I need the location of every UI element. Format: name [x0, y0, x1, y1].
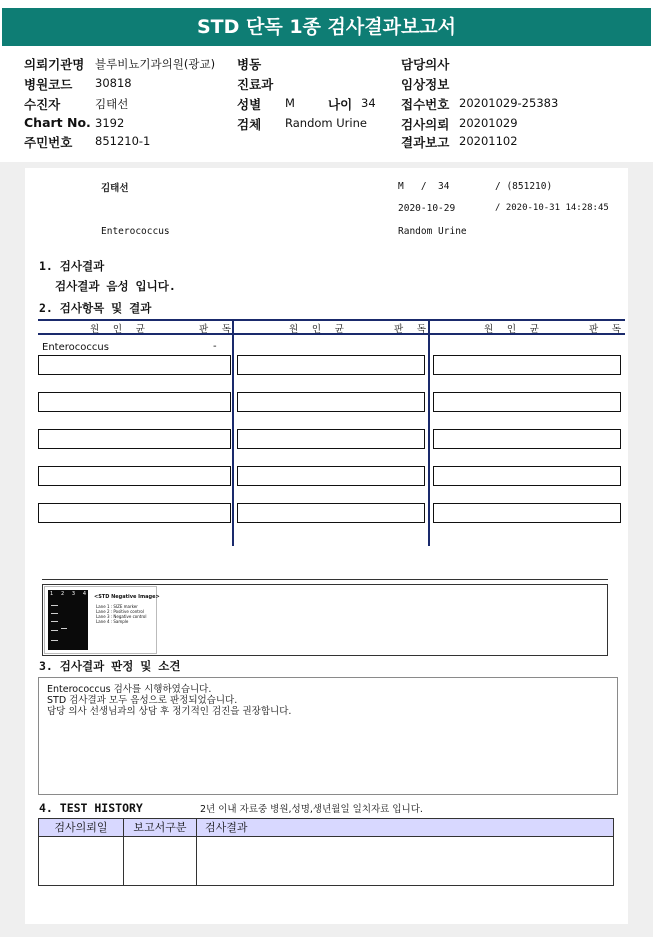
opinion-line: 담당 의사 선생님과의 상담 후 정기적인 검진을 권장합니다.	[47, 706, 292, 717]
first-row-pathogen: Enterococcus	[42, 342, 109, 353]
col-result-2: 판 독	[394, 324, 431, 335]
report-date-value: 20201102	[459, 134, 518, 148]
col-pathogen-1: 원 인 균	[90, 324, 149, 335]
result-cell	[433, 503, 621, 523]
result-cell	[433, 355, 621, 375]
request-date-value: 20201029	[459, 116, 518, 130]
result-cell	[433, 392, 621, 412]
request-date-label: 검사의뢰	[401, 117, 450, 132]
gel-lane-number: 1	[50, 591, 54, 597]
age-label: 나이	[328, 97, 353, 112]
gel-panel-rule	[42, 579, 608, 580]
result-cell	[38, 429, 231, 449]
gel-legend-item: Lane 4 : Sample	[96, 619, 129, 624]
gel-image	[48, 590, 88, 650]
col-result-1: 판 독	[199, 324, 236, 335]
gel-band	[61, 628, 67, 629]
result-cell	[237, 355, 425, 375]
requesting-org-label: 의뢰기관명	[24, 57, 85, 72]
specimen-value: Random Urine	[285, 116, 367, 130]
clinical-info-label: 임상정보	[401, 77, 450, 92]
resident-number-label: 주민번호	[24, 135, 73, 150]
gel-image-legend	[96, 604, 146, 624]
history-cell	[123, 836, 197, 886]
examinee-value: 김태선	[95, 97, 129, 111]
result-cell	[237, 503, 425, 523]
department-label: 진료과	[237, 77, 274, 92]
gel-band	[51, 630, 58, 631]
result-cell	[38, 355, 231, 375]
result-cell	[237, 392, 425, 412]
gel-legend-item: Lane 3 : Negative control	[96, 614, 147, 619]
report-header	[0, 0, 653, 162]
report-title: STD 단독 1종 검사결과보고서	[2, 8, 651, 46]
ward-label: 병동	[237, 57, 262, 72]
report-date-label: 결과보고	[401, 135, 450, 150]
gel-band	[51, 605, 58, 606]
section3-heading: 3. 검사결과 판정 및 소견	[39, 659, 181, 673]
history-note: 2년 이내 자료중 병원,성명,생년월일 일치자료 입니다.	[200, 804, 423, 815]
section4-heading: 4. TEST HISTORY	[39, 801, 143, 815]
table-divider-1	[232, 319, 234, 546]
result-cell	[38, 503, 231, 523]
chart-no-value: 3192	[95, 116, 125, 130]
hospital-code-value: 30818	[95, 76, 132, 90]
specimen-type: Random Urine	[398, 226, 467, 237]
result-cell	[237, 429, 425, 449]
col-pathogen-2: 원 인 균	[289, 324, 348, 335]
chart-no-label: Chart No.	[24, 115, 91, 130]
gel-lane-numbers	[50, 591, 86, 597]
reported-datetime: / 2020-10-31 14:28:45	[495, 203, 609, 213]
history-col-result: 검사결과	[196, 818, 614, 837]
history-col-report-type: 보고서구분	[123, 818, 197, 837]
result-summary: 검사결과 음성 입니다.	[55, 279, 176, 293]
table-divider-2	[428, 319, 430, 546]
patient-id-suffix: / (851210)	[495, 181, 553, 192]
gel-lane-number: 2	[60, 591, 65, 597]
result-cell	[38, 392, 231, 412]
requesting-org-value: 블루비뇨기과의원(광교)	[95, 57, 216, 71]
accession-number-label: 접수번호	[401, 97, 450, 112]
sex-value: M	[285, 96, 295, 110]
age-value: 34	[361, 96, 376, 110]
attending-doctor-label: 담당의사	[401, 57, 450, 72]
test-item: Enterococcus	[101, 226, 170, 237]
col-result-3: 판 독	[589, 324, 626, 335]
gel-band	[51, 613, 58, 614]
opinion-line: STD 검사결과 모두 음성으로 판정되었습니다.	[47, 695, 238, 706]
patient-name: 김태선	[101, 183, 129, 194]
patient-sex-age: M / 34	[398, 181, 450, 192]
accession-number-value: 20201029-25383	[459, 96, 559, 110]
result-cell	[38, 466, 231, 486]
result-cell	[433, 429, 621, 449]
hospital-code-label: 병원코드	[24, 77, 73, 92]
gel-image-title: <STD Negative Image>	[94, 594, 160, 600]
col-pathogen-3: 원 인 균	[484, 324, 543, 335]
section1-heading: 1. 검사결과	[39, 259, 105, 273]
first-row-result: -	[213, 341, 217, 352]
gel-band	[51, 640, 58, 641]
sex-label: 성별	[237, 97, 262, 112]
result-cell	[433, 466, 621, 486]
gel-band	[51, 621, 58, 622]
gel-lane-number: 4	[82, 591, 86, 597]
opinion-line: Enterococcus 검사를 시행하였습니다.	[47, 684, 212, 695]
received-date: 2020-10-29	[398, 203, 456, 214]
gel-legend-item: Lane 1 : SIZE marker	[96, 604, 138, 609]
section2-heading: 2. 검사항목 및 결과	[39, 301, 152, 315]
gel-legend-item: Lane 2 : Positive control	[96, 609, 144, 614]
gel-lane-number: 3	[71, 591, 76, 597]
result-cell	[237, 466, 425, 486]
specimen-label: 검체	[237, 117, 262, 132]
history-cell	[38, 836, 124, 886]
examinee-label: 수진자	[24, 97, 61, 112]
history-col-request-date: 검사의뢰일	[38, 818, 124, 837]
history-cell	[196, 836, 614, 886]
resident-number-value: 851210-1	[95, 134, 151, 148]
